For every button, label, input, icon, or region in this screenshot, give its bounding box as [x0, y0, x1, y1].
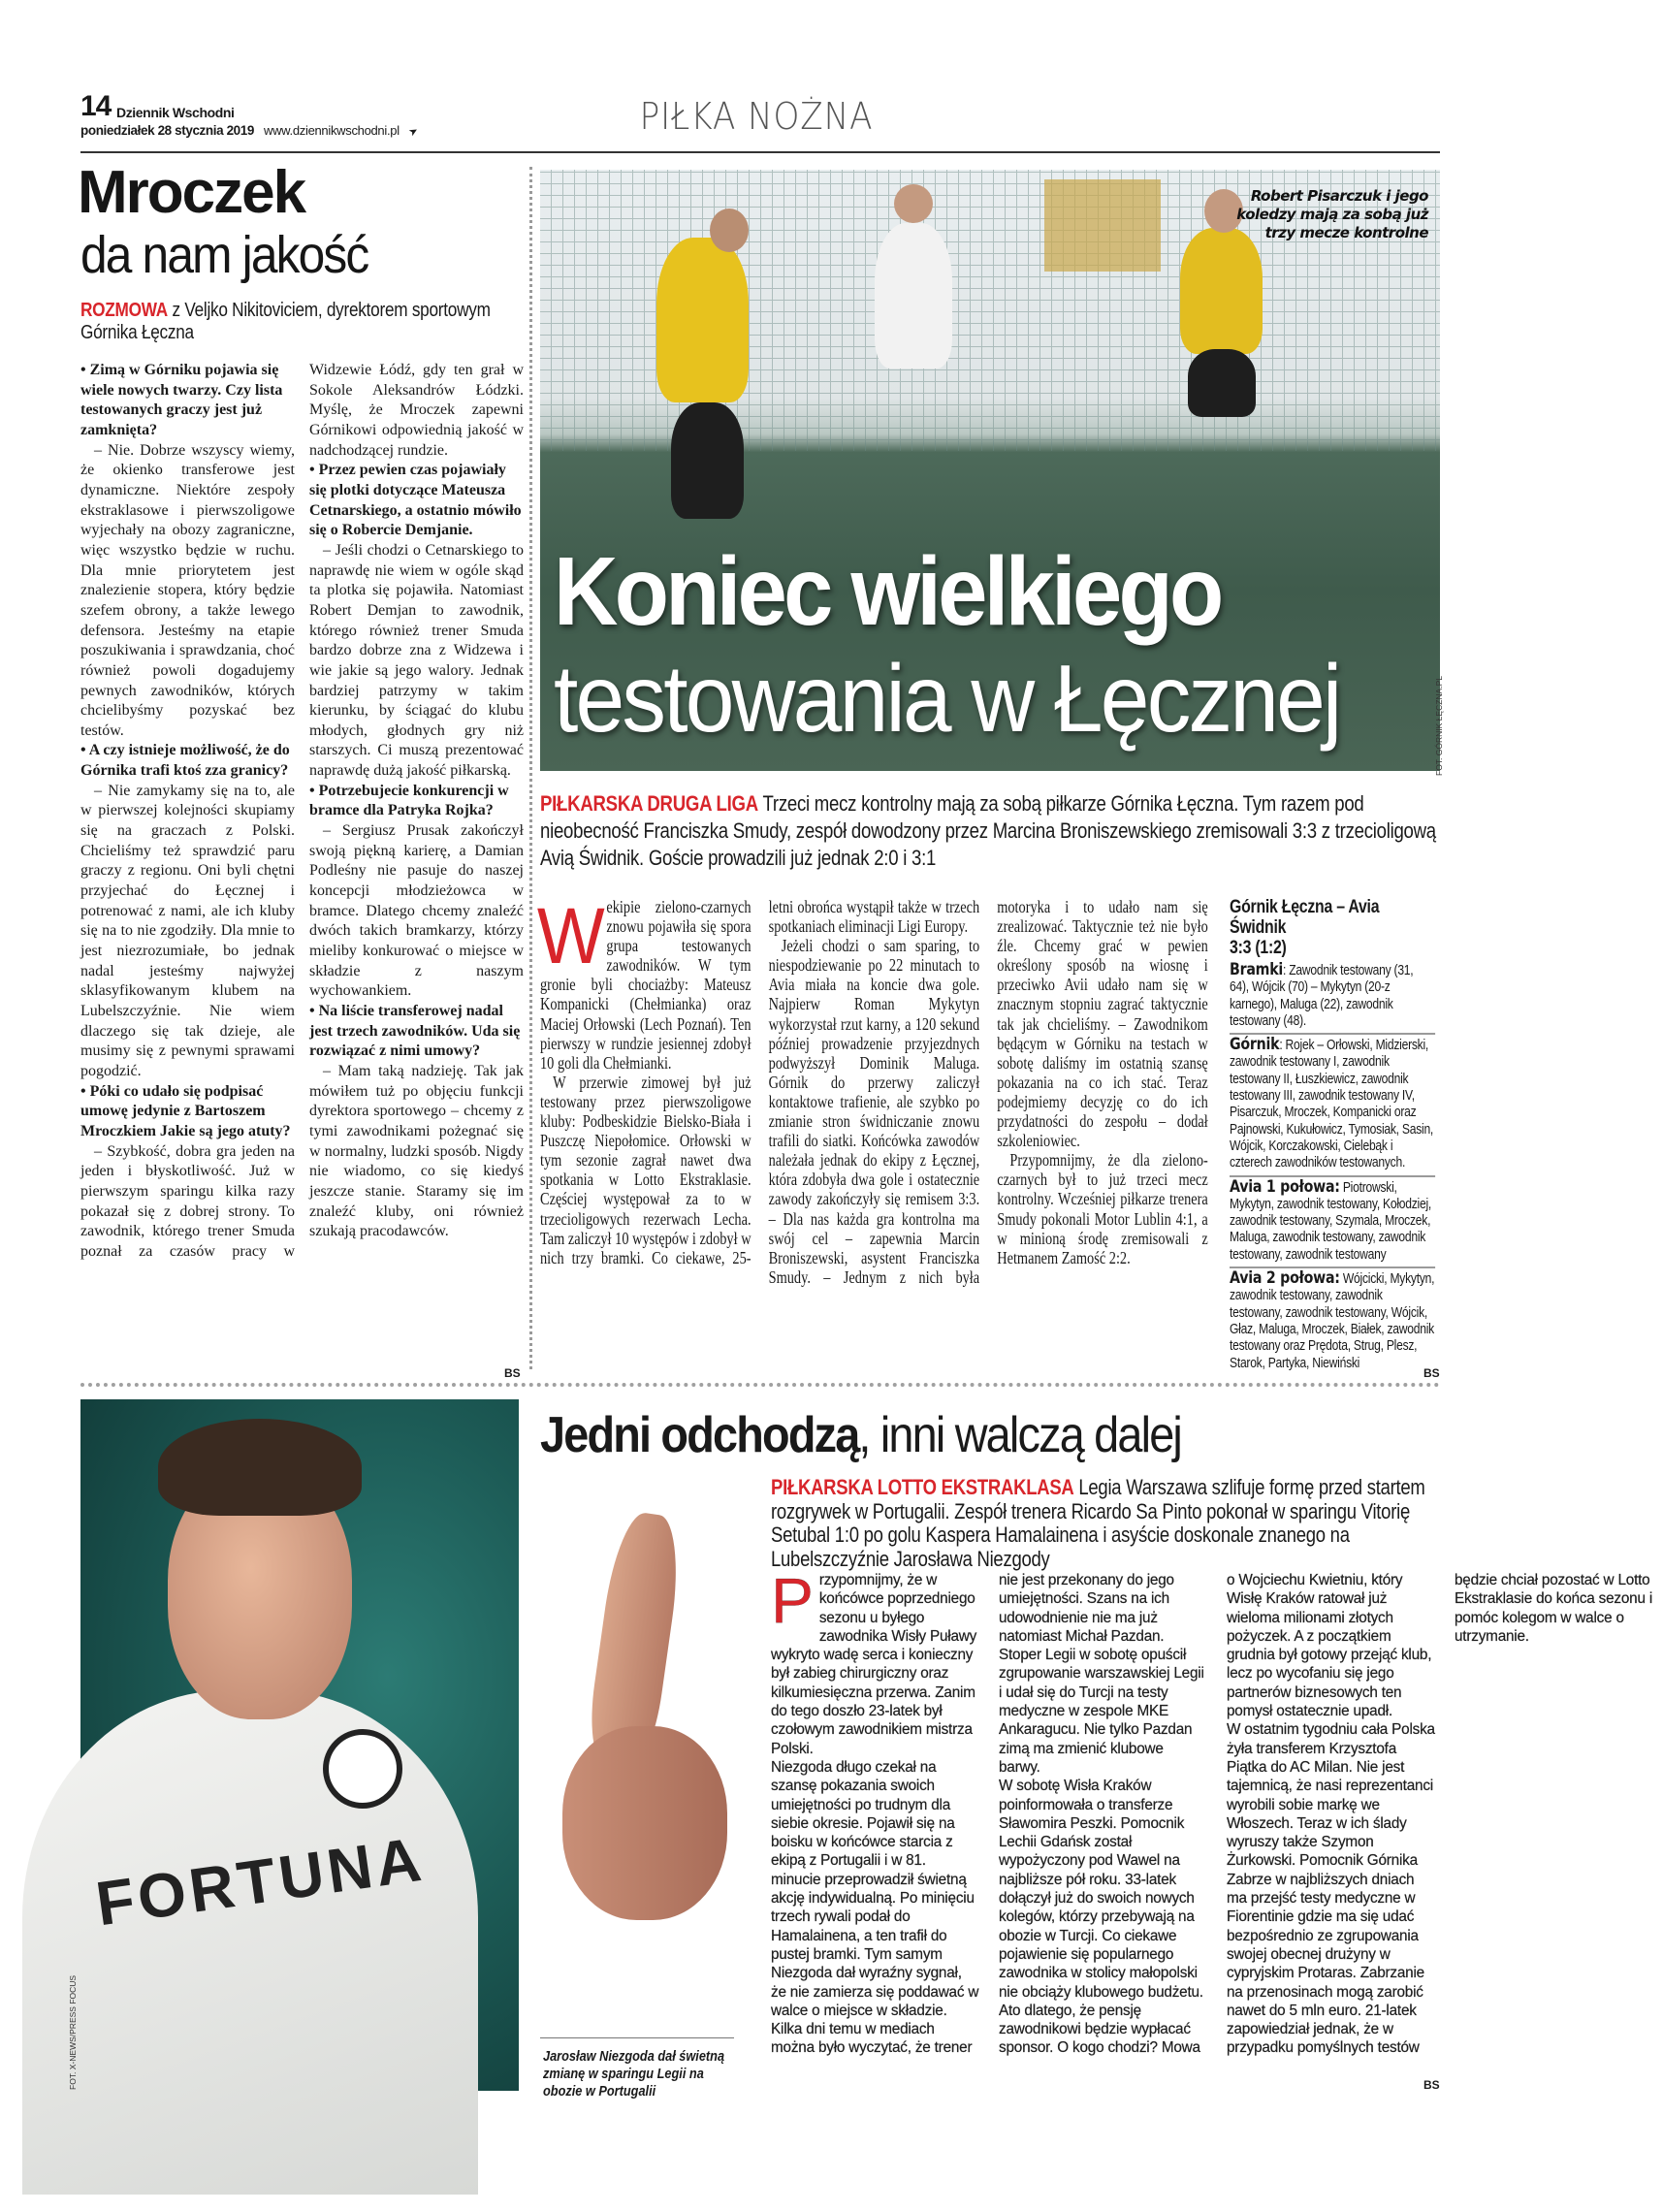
section-title: PIŁKA NOŻNA: [639, 95, 874, 138]
paragraph-text: rzypomnijmy, że w końcówce poprzedniego sezonu u byłego zawodnika Wisły Puławy wykryto wadę serca i konieczny był zabieg chirurgiczny oraz kilkumiesięczna przerwa. Zanim do tego doszło 23-latek był czołowym zawodnikiem mistrza Polski.: [771, 1572, 977, 1757]
player-hand: [562, 1726, 727, 1920]
page-number: 14: [80, 90, 112, 122]
interview-question: • Zimą w Górniku pojawia się wiele nowych twarzy. Czy lista testowanych graczy jest już zamknięta?: [80, 362, 283, 438]
interview-question: • Na liście transferowej nadal jest trzech zawodników. Uda się rozwiązać z nimi umowy?: [309, 1003, 521, 1060]
author-signature: BS: [1423, 2078, 1440, 2092]
interview-answer: – Nie. Dobrze wszyscy wiemy, że okienko transferowe jest dynamiczne. Niektóre zespoły ekstraklasowe i pierwszoligowe wyjechały na obozy zagraniczne, więc wszystko będzie w ruchu. Dla mnie priorytetem jest znalezienie stopera, który będzie szefem obrony, a także lewego defensora. Jesteśmy na etapie poszukiwania i sprawdzania, choć również powoli dogadujemy pewnych zawodników, których chcielibyśmy pozyskać bez testów.: [80, 441, 295, 739]
player-figure: [671, 402, 744, 519]
article-paragraph: [771, 1564, 979, 1758]
article-paragraph: Przypomnijmy, że dla zielono-czarnych był to już trzeci mecz kontrolny. Wcześniej piłkarze trenera Smudy pokonali Motor Lublin 4:1, a w minioną środę zremisowali z Hetmanem Zamość 2:2.: [997, 1150, 1208, 1267]
bottom-story-body: [771, 1564, 1653, 2075]
interview-headline-line2: da nam jakość: [80, 226, 368, 284]
drop-cap: P: [771, 1564, 814, 1636]
photo-caption: Jarosław Niezgoda dał świetną zmianę w sparingu Legii na obozie w Portugalii: [543, 2048, 725, 2100]
club-crest: [323, 1729, 402, 1809]
match-lineup-gornik: [1230, 1035, 1435, 1176]
row-text: Wójcicki, Mykytyn, zawodnik testowany, zawodnik testowany, zawodnik testowany, Wójcik, Głaz, Maluga, Mroczek, Białek, zawodnik testowany oraz Prędota, Strug, Plesz, Starok, Partyka, Niewiński: [1230, 1271, 1435, 1371]
interview-kicker: ROZMOWA: [80, 300, 168, 321]
shirt-sponsor-logo: FORTUNA: [91, 1823, 430, 1940]
stadium-building: [1044, 179, 1161, 272]
top-story-body: [536, 892, 1208, 1372]
photo-credit: FOT. GÓRNIK ŁĘCZNA.PL: [1434, 676, 1444, 776]
row-sep: :: [1279, 1038, 1286, 1054]
article-paragraph: W przerwie zimowej był już testowany przez pierwszoligowe kluby: Podbeskidzie Bielsko-Biała i Puszczę Niepołomice. Orłowski w tym sezonie zagrał nawet dwa spotkania w Lotto Ekstraklasie. Częściej występował za to w trzecioligowych rezerwach Lecha. Tam zaliczył 10 występów i zdobył w nich trzy bramki. Co ciekawe, 25-letni obrońca wystąpił także w trzech spotkaniach eliminacji Ligi Europy.: [540, 897, 980, 1267]
drop-cap: W: [536, 892, 605, 980]
article-paragraph: [536, 892, 752, 1073]
headline-line2: testowania w Łęcznej: [554, 645, 1340, 752]
top-story-lead: [540, 790, 1442, 872]
match-report-box: [1230, 897, 1435, 1375]
row-label: Górnik: [1230, 1035, 1280, 1055]
interview-body: [80, 361, 524, 1365]
lead-kicker: PIŁKARSKA LOTTO EKSTRAKLASA: [771, 1475, 1074, 1499]
match-teams: Górnik Łęczna – Avia Świdnik: [1230, 897, 1380, 938]
interview-subtitle-text: z Veljko Nikitoviciem, dyrektorem sportowym Górnika Łęczna: [80, 300, 491, 343]
row-text: Zawodnik testowany (31, 64), Wójcik (70) – Mykytyn (20-z karnego), Maluga (22), zawodnik testowany (48).: [1230, 963, 1414, 1029]
match-photo: [540, 170, 1440, 771]
issue-date: poniedziałek 28 stycznia 2019: [80, 123, 254, 138]
player-head: [894, 184, 933, 223]
interview-answer: – Sergiusz Prusak zakończył swoją piękną karierę, a Damian Podleśny nie pasuje do naszej koncepcji młodzieżowca w bramce. Dlatego chcemy znaleźć dwóch takich bramkarzy, którzy mieliby konkurować o miejsce w składzie z naszym wychowankiem.: [309, 822, 524, 1000]
article-paragraph: W ostatnim tygodniu cała Polska żyła transferem Krzysztofa Piątka do AC Milan. Nie jest tajemnicą, że nasi reprezentanci wyrobili sobie markę we Włoszech. Teraz w ich ślady wyruszy także Szymon Żurkowski. Pomocnik Górnika Zabrze w najbliższych dniach ma przejść testy medyczne w Fiorentinie gdzie ma się udać bezpośrednio ze zgrupowania swojej obecnej drużyny w cypryjskim Protaras. Zabrzanie na przenosinach mogą zarobić nawet do 5 mln euro. 21-latek zapowiedział jednak, że w przypadku pomyślnych testów będzie chciał pozostać w Lotto Ekstraklasie do końca sezonu i pomóc kolegom w walce o utrzymanie.: [1227, 1572, 1653, 2057]
mouse-cursor-icon: ➤: [406, 124, 421, 140]
row-text: Piotrowski, Mykytyn, zawodnik testowany, Kołodziej, zawodnik testowany, Szymala, Mroczek, Maluga, zawodnik testowany, zawodnik testowany, zawodnik testowany: [1230, 1179, 1432, 1263]
match-goals: [1230, 960, 1435, 1035]
interview-answer: – Szybkość, dobra gra jeden na jeden i błyskotliwość. Już w pierwszym sparingu kilka razy pokazał się z dobrej strony. To zawodnik, którego trener Smuda poznał za czasów pracy w Widzewie Łódź, gdy ten grał w Sokole Aleksandrów Łódzki. Myślę, że Mroczek zapewni Górnikowi odpowiednią jakość w nadchodzącej rundzie.: [80, 362, 524, 1260]
interview-answer: – Nie zamykamy się na to, ale w pierwszej kolejności skupiamy się na graczach z Polski. Chcieliśmy też sprawdzić paru graczy z regionu. Oni byli chętni przyjechać do Łęcznej i potrenować z nami, ale ich kluby się na to nie zgodziły. Dla mnie to jest niezrozumiałe, bo jednak nadal jesteśmy najwyżej sklasyfikowanym klubem na Lubelszczyźnie. Nie wiem dlaczego się tak dzieje, ale musimy się z pewnymi sprawami pogodzić.: [80, 782, 295, 1079]
match-title: [1230, 897, 1435, 958]
caption-rule: [540, 2037, 734, 2038]
match-lineup-avia-2: [1230, 1268, 1435, 1375]
interview-subtitle: [80, 300, 514, 344]
row-label: Avia 1 połowa:: [1230, 1176, 1340, 1197]
newspaper-name: Dziennik Wschodni: [116, 105, 235, 120]
paragraph-text: ekipie zielono-czarnych znowu pojawiła się spora grupa testowanych zawodników. W tym gronie byli chociażby: Mateusz Kompanicki (Chełmianka) oraz Maciej Orłowski (Lech Poznań). Ten pierwszy w rundzie jesiennej zdobył 10 goli dla Chełmianki.: [540, 897, 752, 1073]
section-divider: [80, 1383, 1440, 1387]
column-divider: [529, 167, 532, 1369]
headline-line1: Koniec wielkiego: [554, 537, 1221, 646]
lead-text: Trzeci mecz kontrolny mają za sobą piłkarze Górnika Łęczna. Tym razem pod nieobecność Franciszka Smudy, zespół dowodzony przez Marcina Broniszewskiego zremisowali 3:3 z trzecioligową Avią Świdnik. Goście prowadzili już jednak 2:0 i 3:1: [540, 791, 1436, 870]
interview-question: • Przez pewien czas pojawiały się plotki dotyczące Mateusza Cetnarskiego, a ostatnio mówiło się o Robercie Demjanie.: [309, 462, 522, 539]
player-photo: [80, 1399, 519, 2091]
player-figure: [1180, 228, 1263, 354]
player-figure: [1188, 349, 1256, 417]
row-sep: :: [1283, 963, 1290, 978]
website-link[interactable]: www.dziennikwschodni.pl: [264, 123, 400, 138]
player-figure: [656, 238, 749, 402]
header-rule: [80, 151, 1440, 153]
photo-caption: Robert Pisarczuk i jego koledzy mają za sobą już trzy mecze kontrolne: [1236, 187, 1428, 241]
photo-credit: FOT. X-NEWS/PRESS FOCUS: [68, 1974, 78, 2090]
headline-rest: , inni walczą dalej: [858, 1407, 1182, 1463]
bottom-story-lead: [771, 1476, 1435, 1571]
header-dateline: [80, 123, 421, 140]
author-signature: BS: [504, 1366, 521, 1380]
interview-answer: – Mam taką nadzieję. Tak jak mówiłem tuż po objęciu funkcji dyrektora sportowego – chcemy z tymi zawodnikami pożegnać się w normalny, ludzki sposób. Nigdy nie wiadomo, co się kiedyś jeszcze stanie. Staramy się im znaleźć kluby, oni również szukają pracodawców.: [309, 1062, 524, 1240]
interview-question: • Póki co udało się podpisać umowę jedynie z Bartoszem Mroczkiem Jakie są jego atuty?: [80, 1082, 291, 1139]
top-story-headline: [554, 538, 1399, 752]
interview-question: • Potrzebujecie konkurencji w bramce dla Patryka Rojka?: [309, 782, 509, 819]
lead-kicker: PIŁKARSKA DRUGA LIGA: [540, 791, 758, 816]
interview-answer: – Jeśli chodzi o Cetnarskiego to naprawdę nie wiem w ogóle skąd ta plotka się pojawiła. Natomiast Robert Demjan to zawodnik, którego również trener Smuda bardzo dobrze zna z Widzewa i wie jakie są jego walory. Jednak bardziej patrzymy w takim kierunku, by ściągać do klubu młodych, głodnych gry niż starszych. Ci muszą prezentować naprawdę dużą jakość piłkarską.: [309, 541, 524, 780]
article-paragraph: W sobotę Wisła Kraków poinformowała o transferze Sławomira Peszki. Pomocnik Lechii Gdańsk został wypożyczony pod Wawel na najbliższe pół roku. 33-latek dołączył już do swoich nowych kolegów, którzy przebywają na obozie w Turcji. Co ciekawe pojawienie się popularnego zawodnika w stolicy małopolski nie obciąży klubowego budżetu. Ato dlatego, że pensję zawodnikowi będzie wypłacać sponsor. O kogo chodzi? Mowa o Wojciechu Kwietniu, który Wisłę Kraków ratował już wieloma milionami złotych pożyczek. A z początkiem grudnia był gotowy przejąć klub, lecz po wycofaniu się jego partnerów biznesowych ten pomysł ostatecznie upadł.: [999, 1572, 1432, 2057]
player-hair: [158, 1419, 362, 1516]
player-head: [710, 208, 749, 252]
row-label: Avia 2 połowa:: [1230, 1268, 1340, 1289]
article-paragraph: Niezgoda długo czekał na szansę pokazania swoich umiejętności po trudnym dla siebie okresie. Pojawił się na boisku w końcówce starcia z ekipą z Portugalii i w 81. minucie przeprowadził świetną akcję indywidualną. Po minięciu trzech rywali podał do Hamalainena, a ten trafił do pustej bramki. Tym samym Niezgoda dał wyraźny sygnał, że nie zamierza się poddawać w walce o miejsce w składzie. Kilka dni temu w mediach można było wyczytać, że trener nie jest przekonany do jego umiejętności. Szans na ich udowodnienie nie ma już natomiast Michał Pazdan. Stoper Legii w sobotę opuścił zgrupowanie warszawskiej Legii i udał się do Turcji na testy medyczne w zespole MKE Ankaragucu. Nie tylko Pazdan zimą ma zmienić klubowe barwy.: [771, 1572, 1204, 2057]
player-figure: [875, 223, 952, 369]
bottom-story-headline: [540, 1406, 1181, 1464]
player-shirt: [22, 1690, 478, 2195]
match-score: 3:3 (1:2): [1230, 938, 1287, 958]
author-signature: BS: [1423, 1366, 1440, 1380]
headline-bold: Jedni odchodzą: [540, 1407, 859, 1463]
article-paragraph: Jeżeli chodzi o sam sparing, to niespodziewanie po 22 minutach to Avia miała na koncie dwa gole. Najpierw Roman Mykytyn wykorzystał rzut karny, a 120 sekund później prowadzenie przyjezdnych podwyższył Dominik Maluga. Górnik do przerwy zaliczył kontaktowe trafienie, ale szybko po zmianie stron świdniczanie znowu trafili do siatki. Końcówka zawodów należała jednak do ekipy z Łęcznej, która zdobyła dwa gole i ostatecznie zawody zakończyły się remisem 3:3. – Dla nas każda gra kontrolna ma swój cel – zapewnia Marcin Broniszewski, asystent Franciszka Smudy. – Jednym z nich była motoryka i to udało nam się zrealizować. Taktycznie też nie było źle. Chcemy grać w pewien określony sposób na wiosnę i przeciwko Avii udało nam się w znacznym stopniu zagrać taktycznie tak jak chcieliśmy. – Zawodnikom będącym w Górniku na testach w sobotę daliśmy im ostatnią szansę pokazania na co ich stać. Teraz podejmiemy decyzję co do ich przydatności do zespołu – dodał szkoleniowiec.: [768, 897, 1208, 1287]
row-text: Rojek – Orłowski, Midzierski, zawodnik testowany I, zawodnik testowany II, Łuszkiewicz, zawodnik testowany III, zawodnik testowany IV, Pisarczuk, Mroczek, Kompanicki oraz Pajnowski, Kukułowicz, Tymosiak, Sasin, Wójcik, Korczakowski, Cielebąk i czterech zawodników testowanych.: [1230, 1038, 1434, 1171]
lead-text: Legia Warszawa szlifuje formę przed startem rozgrywek w Portugalii. Zespół trenera Ricardo Sa Pinto pokonał w sparingu Vitorię Setubal 1:0 po golu Kaspera Hamalainena i asyście doskonale znanego na Lubelszczyźnie Jarosława Niezgody: [771, 1475, 1425, 1571]
interview-question: • A czy istnieje możliwość, że do Górnika trafi ktoś zza granicy?: [80, 742, 290, 780]
row-label: Bramki: [1230, 960, 1284, 979]
match-lineup-avia-1: [1230, 1177, 1435, 1268]
interview-headline-line1: Mroczek: [78, 159, 305, 226]
